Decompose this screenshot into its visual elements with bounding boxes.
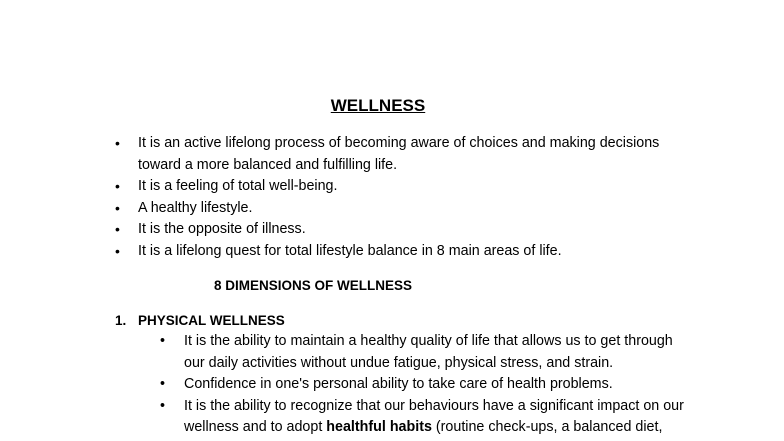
bullet-icon: •: [115, 135, 120, 151]
list-item: [0, 396, 694, 439]
list-item-text: It is the opposite of illness.: [138, 221, 306, 237]
bullet-icon: •: [160, 333, 166, 349]
list-item: [0, 241, 678, 263]
section-heading: [0, 310, 784, 331]
bullet-icon: •: [115, 242, 120, 259]
list-item: [0, 219, 678, 241]
list-item-text: It is a feeling of total well-being.: [138, 178, 338, 194]
definition-list: [0, 133, 678, 262]
list-item: [0, 176, 678, 198]
list-item: [0, 331, 694, 374]
list-item-text-start: It is the ability to recognize that our behaviours have a significant impact on our wellness and to adopt: [184, 397, 684, 435]
list-item-text-end: (routine check-ups, a balanced diet,: [431, 419, 663, 435]
list-item-text: Confidence in one's personal ability to take care of health problems.: [184, 376, 613, 392]
section-number: 1.: [115, 313, 127, 328]
bullet-icon: •: [160, 397, 166, 414]
bullet-icon: •: [160, 376, 166, 392]
bullet-icon: •: [115, 178, 120, 194]
list-item-text: [184, 398, 684, 436]
list-item: [0, 374, 694, 396]
section-subtitle: 8 DIMENSIONS OF WELLNESS: [214, 278, 413, 293]
section-item-list: [0, 331, 784, 439]
physical-wellness-section: [0, 310, 784, 439]
section-heading-text: PHYSICAL WELLNESS: [138, 313, 285, 328]
list-item: [0, 198, 678, 220]
list-item-text: It is the ability to maintain a healthy quality of life that allows us to get through our daily activities without undue fatigue, physical stress, and strain.: [184, 333, 673, 371]
bullet-icon: •: [115, 221, 120, 237]
list-item-text: It is a lifelong quest for total lifestyle balance in 8 main areas of life.: [138, 242, 562, 259]
list-item-text: A healthy lifestyle.: [138, 199, 253, 216]
healthful-habits-emphasis: healthful habits: [326, 419, 432, 435]
list-item: [0, 133, 678, 176]
bullet-icon: •: [115, 199, 120, 216]
list-item-text: It is an active lifelong process of becoming aware of choices and making decisions toward a more balanced and fulfilling life.: [138, 135, 660, 173]
page-title: WELLNESS: [330, 96, 426, 115]
